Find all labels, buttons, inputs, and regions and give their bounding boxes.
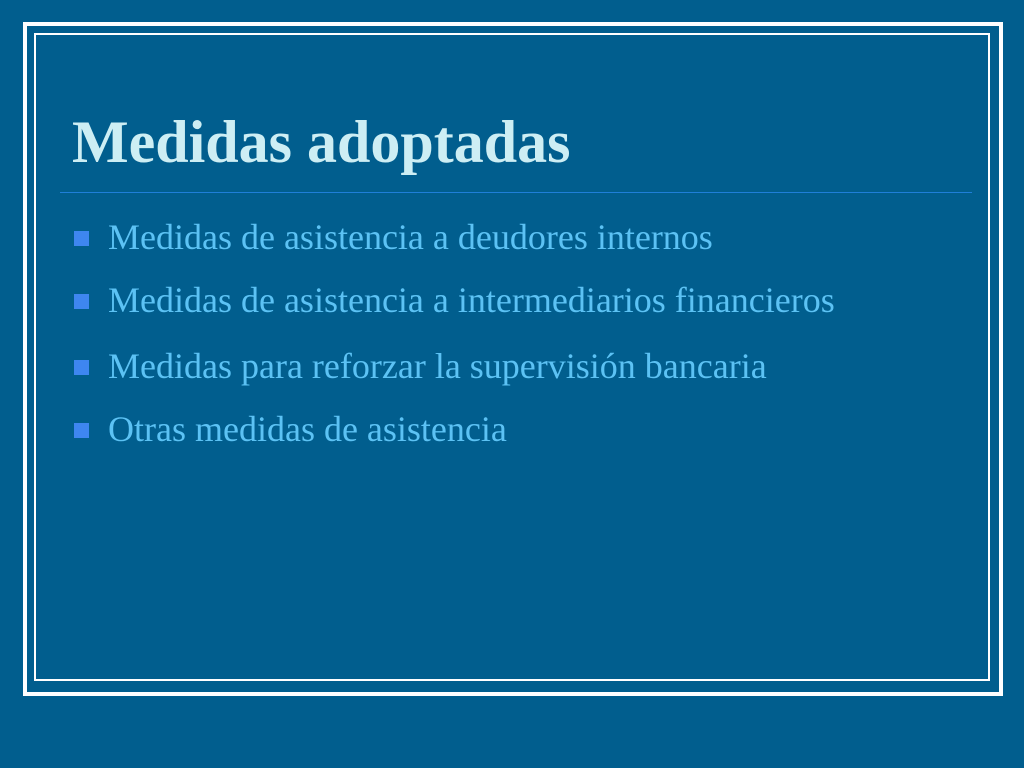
title-divider [60,192,972,193]
bullet-item-supervision [72,343,972,389]
bullet-text: Otras medidas de asistencia [108,409,507,449]
bullet-text: Medidas para reforzar la supervisión bancaria [108,346,767,386]
bullet-item-otras [72,406,972,452]
square-bullet-icon [74,231,89,246]
bullet-item-deudores [72,214,972,260]
bullet-text: Medidas de asistencia a intermediarios financieros [108,280,835,320]
square-bullet-icon [74,294,89,309]
bullet-text: Medidas de asistencia a deudores internos [108,217,713,257]
square-bullet-icon [74,360,89,375]
bullet-item-intermediarios [72,277,972,323]
slide-title: Medidas adoptadas [72,109,571,175]
bullet-list [72,214,972,469]
square-bullet-icon [74,423,89,438]
